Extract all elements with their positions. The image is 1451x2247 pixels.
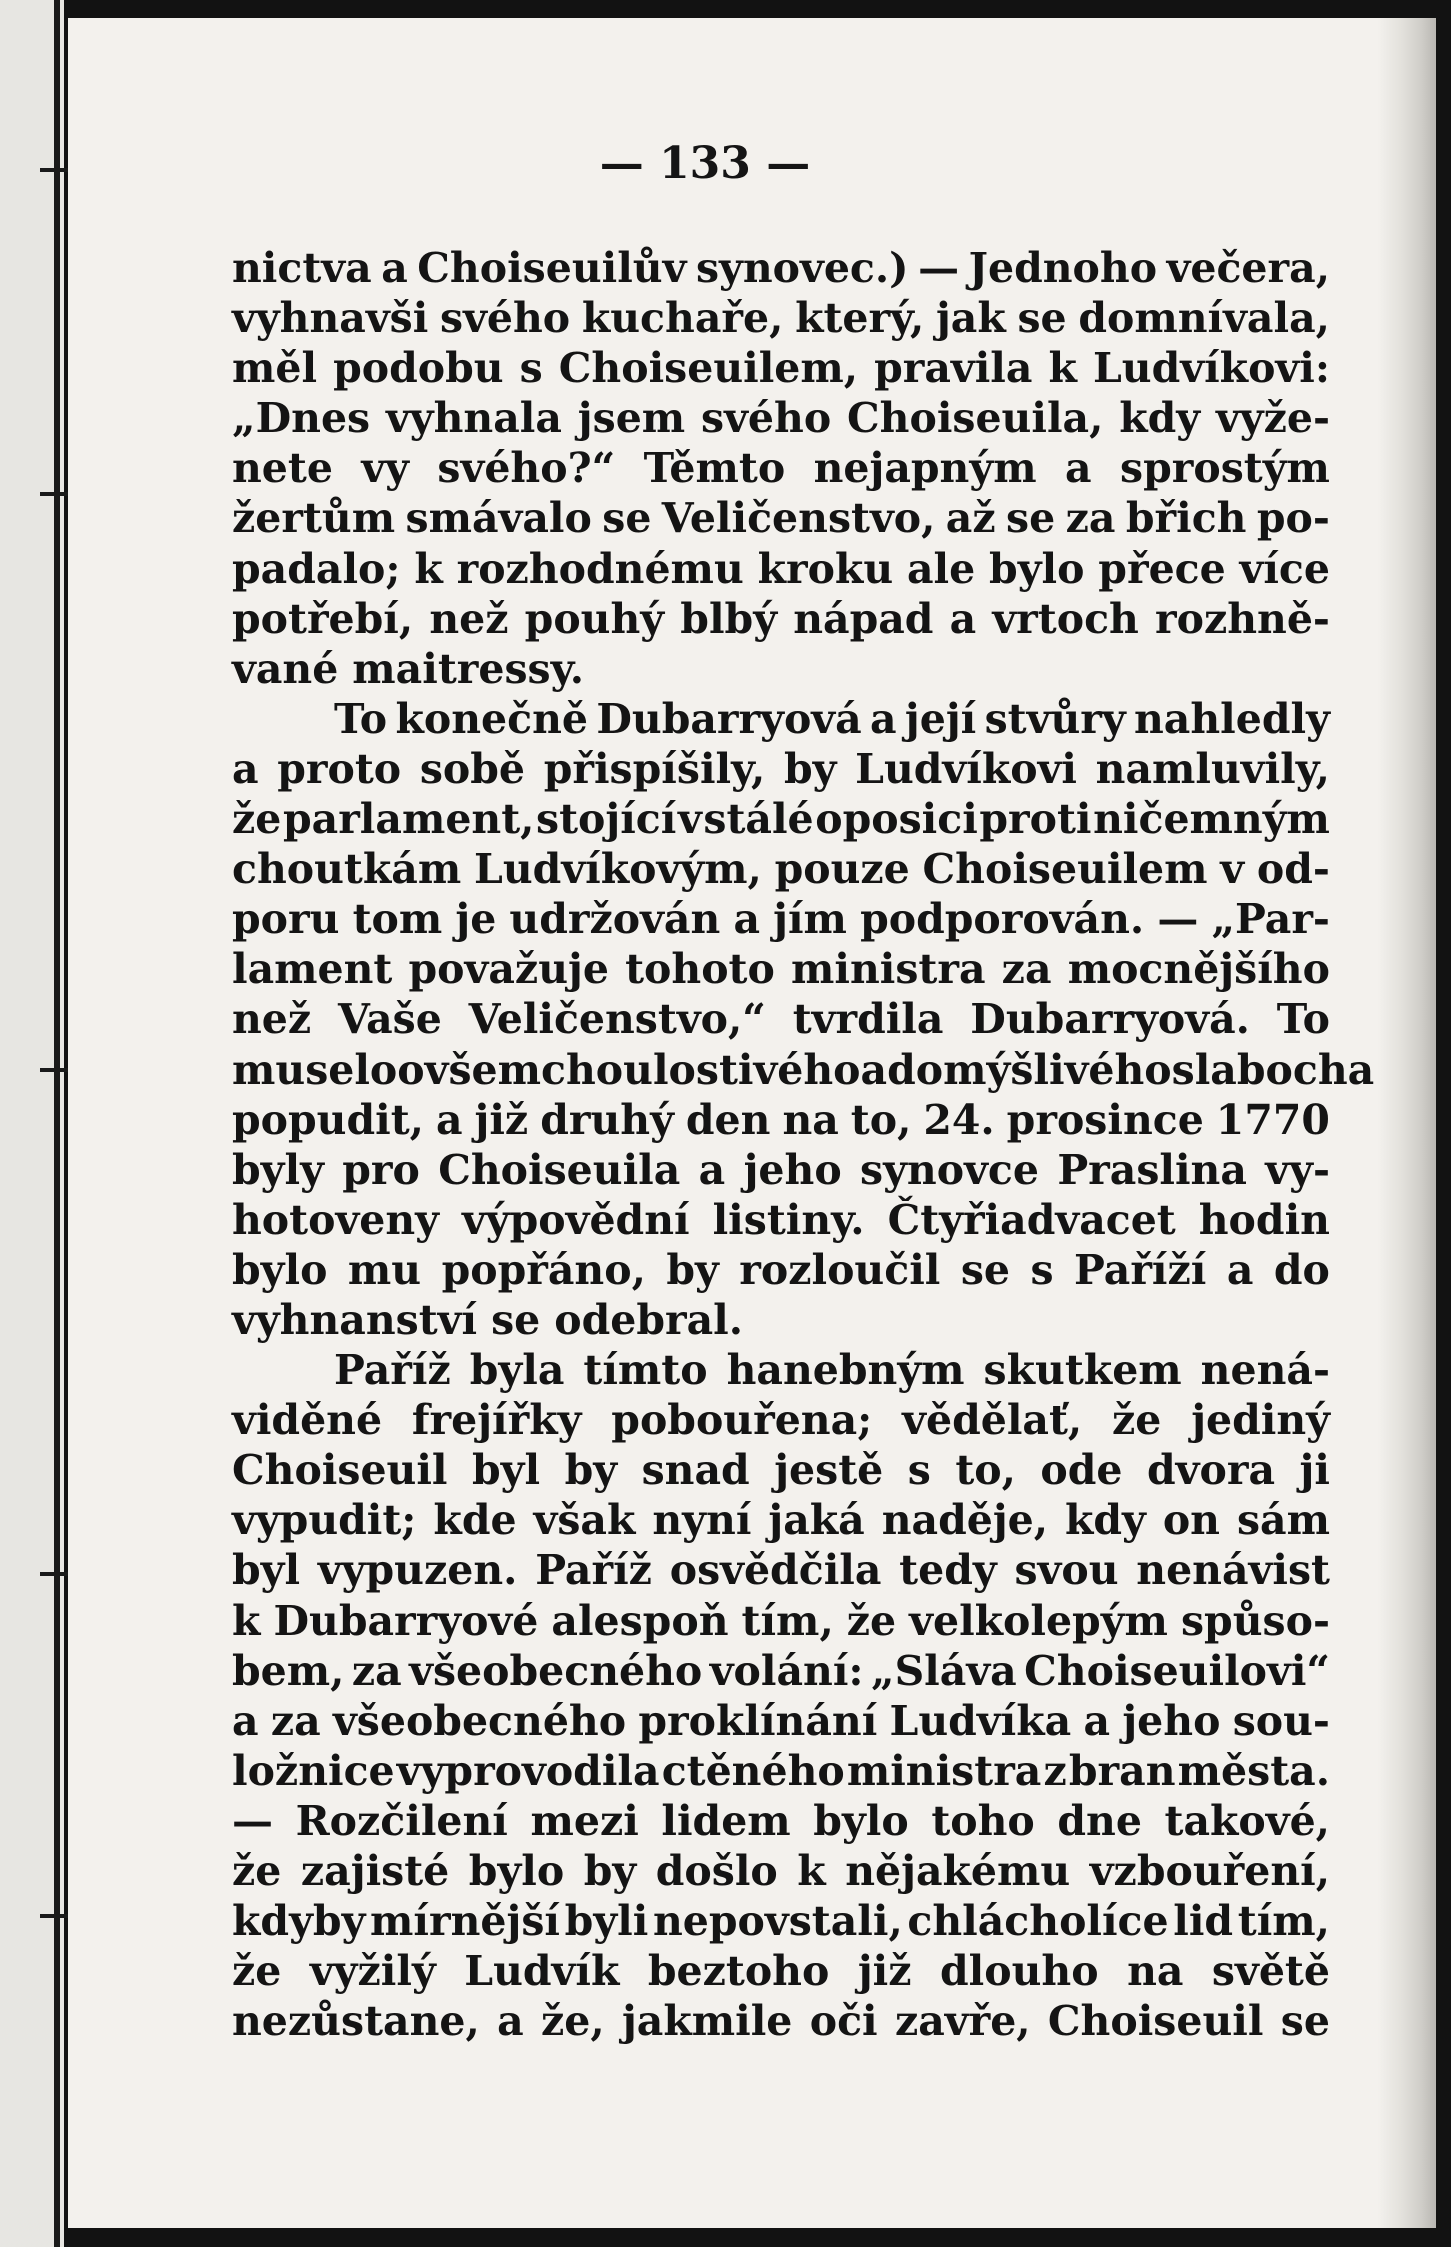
text-line: a proto sobě přispíšily, by Ludvíkovi namluvily, <box>232 744 1330 793</box>
body-text <box>232 243 1375 2046</box>
text-line: než Vaše Veličenstvo,“ tvrdila Dubarryová. To <box>232 995 1330 1044</box>
text-line: padalo; k rozhodnému kroku ale bylo přece více <box>232 544 1330 593</box>
text-line: nete vy svého?“ Těmto nejapným a sprostým <box>232 444 1330 493</box>
text-line: byl vypuzen. Paříž osvědčila tedy svou nenávist <box>232 1546 1330 1595</box>
text-line: že zajisté bylo by došlo k nějakému vzbouření, <box>232 1847 1330 1895</box>
text-line: vypudit; kde však nyní jaká naděje, kdy on sám <box>232 1496 1330 1545</box>
text-line: nezůstane, a že, jakmile oči zavře, Choiseuil se <box>232 1997 1330 2046</box>
text-line: ložnice vyprovodila ctěného ministra z bran města. <box>232 1746 1330 1795</box>
page-gutter-shadow <box>1378 18 1436 2228</box>
text-line: muselo ovšem choulostivého a domýšlivého slabocha <box>232 1045 1375 1094</box>
text-line: choutkám Ludvíkovým, pouze Choiseuilem v od- <box>232 845 1330 894</box>
text-line: popudit, a již druhý den na to, 24. prosince 1770 <box>232 1095 1330 1144</box>
text-line: vyhnavši svého kuchaře, který, jak se domnívala, <box>232 294 1330 343</box>
text-line: a za všeobecného proklínání Ludvíka a jeho sou- <box>232 1696 1330 1745</box>
text-line: Choiseuil byl by snad jestě s to, ode dvora ji <box>232 1446 1330 1495</box>
text-line: poru tom je udržován a jím podporován. — „Par- <box>232 895 1330 944</box>
text-line: k Dubarryové alespoň tím, že velkolepým spůso- <box>232 1596 1330 1645</box>
text-line: byly pro Choiseuila a jeho synovce Praslina vy- <box>232 1145 1330 1194</box>
text-line: že parlament, stojící v stálé oposici proti ničemným <box>232 795 1330 844</box>
text-line: vané maitressy. <box>232 644 585 693</box>
text-line: lament považuje tohoto ministra za mocnějšího <box>232 945 1330 994</box>
text-line: žertům smávalo se Veličenstvo, až se za břich po- <box>232 494 1330 543</box>
bottom-scan-edge <box>68 2228 1436 2247</box>
text-line: měl podobu s Choiseuilem, pravila k Ludvíkovi: <box>232 344 1330 393</box>
text-line: „Dnes vyhnala jsem svého Choiseuila, kdy vyže- <box>232 394 1330 443</box>
text-line: nictva a Choiseuilův synovec.) — Jednoho večera, <box>232 244 1330 292</box>
text-line: — Rozčilení mezi lidem bylo toho dne takové, <box>232 1796 1330 1845</box>
binding-rule <box>54 0 60 2247</box>
text-line: kdyby mírnější byli nepovstali, chlácholíce lid tím, <box>232 1897 1330 1946</box>
text-line: Paříž byla tímto hanebným skutkem nená- <box>334 1346 1330 1395</box>
text-line: hotoveny výpovědní listiny. Čtyřiadvacet hodin <box>232 1195 1330 1244</box>
text-line: To konečně Dubarryová a její stvůry nahledly <box>334 694 1330 743</box>
text-line: potřebí, než pouhý blbý nápad a vrtoch rozhně- <box>232 594 1330 643</box>
text-line: vyhnanství se odebral. <box>232 1295 744 1344</box>
text-line: bem, za všeobecného volání: „Sláva Choiseuilovi“ <box>232 1646 1330 1695</box>
text-line: viděné frejířky pobouřena; vědělať, že jediný <box>232 1396 1330 1445</box>
text-line: že vyžilý Ludvík beztoho již dlouho na světě <box>232 1947 1330 1996</box>
page-number: — 133 — <box>599 138 811 189</box>
text-line: bylo mu popřáno, by rozloučil se s Paříží a do <box>232 1245 1330 1294</box>
